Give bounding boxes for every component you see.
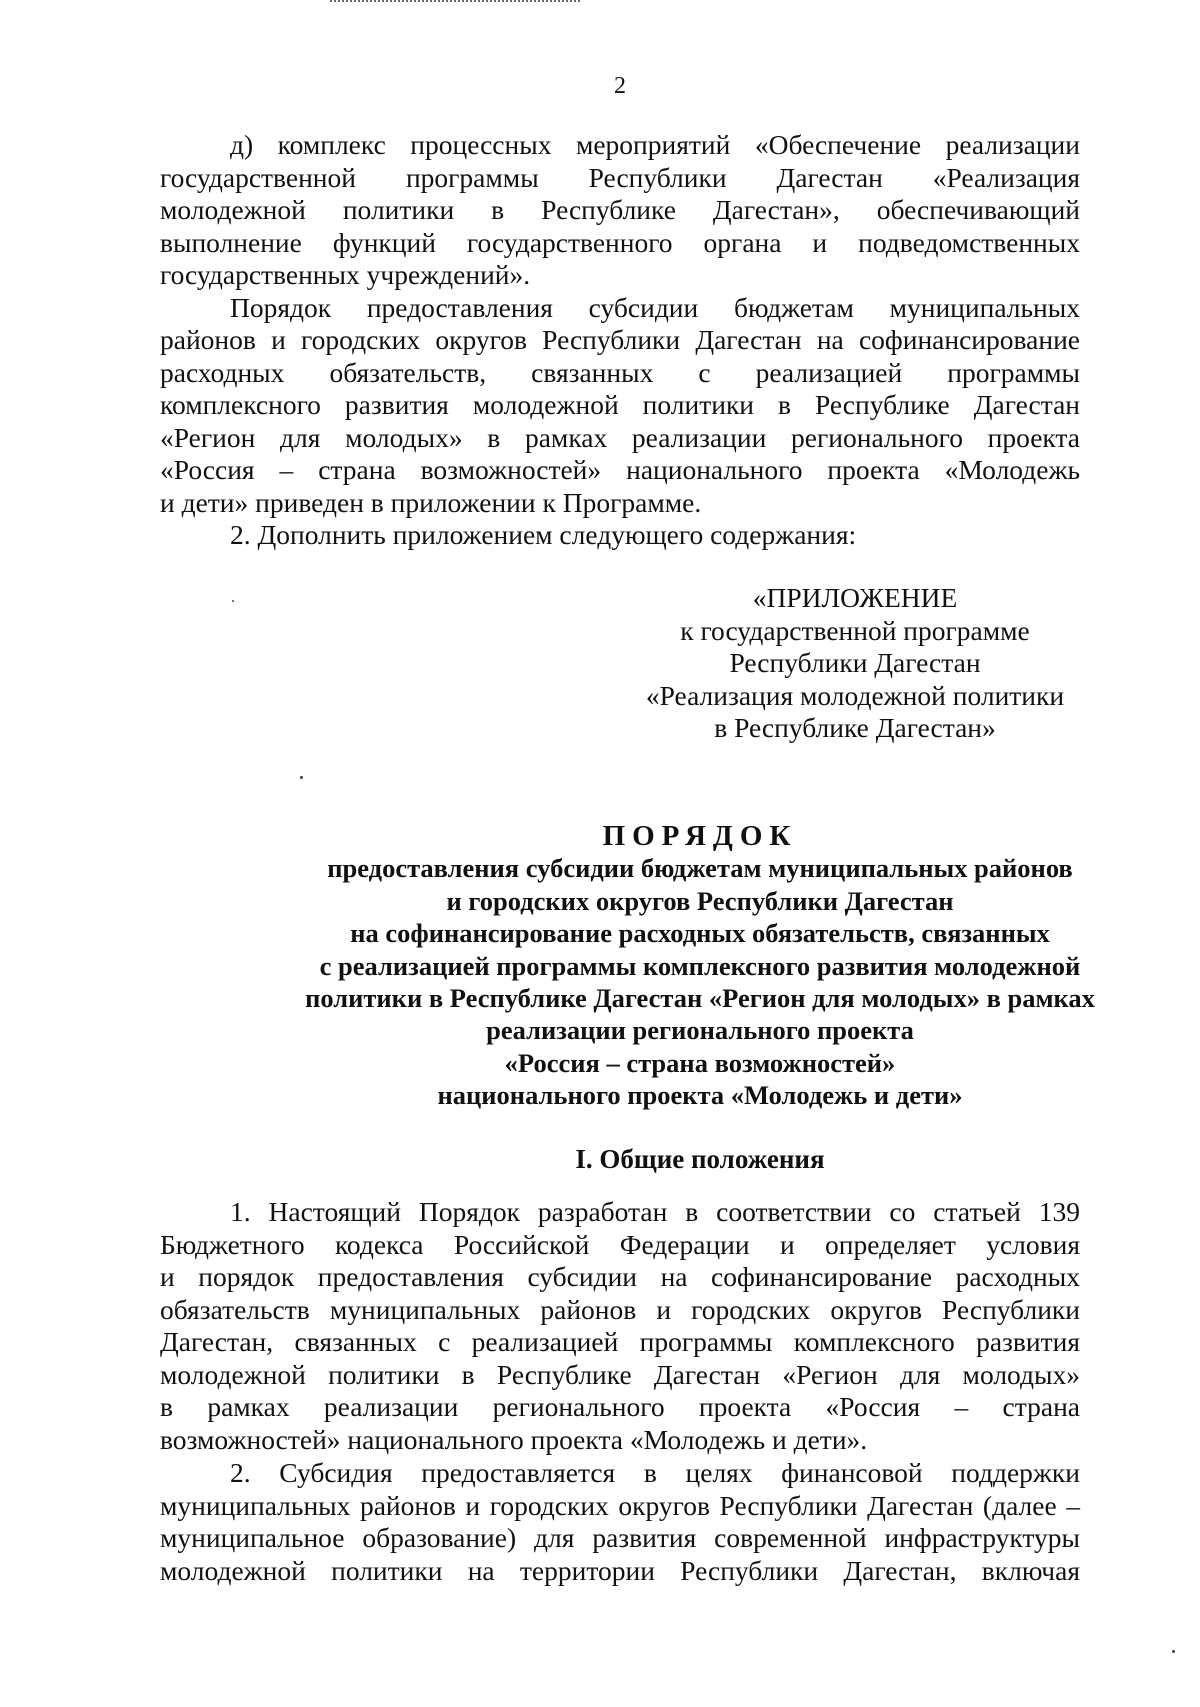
text-line: Порядок предоставления субсидии бюджетам муниципальных xyxy=(230,291,1080,323)
text-line: 1. Настоящий Порядок разработан в соответствии со статьей 139 xyxy=(230,1196,1080,1227)
appendix-line: к государственной программе xyxy=(680,614,1030,646)
paragraph-clause-1 xyxy=(160,1196,1080,1456)
title-line: предоставления субсидии бюджетам муниципальных районов xyxy=(327,853,1073,884)
text-line: молодежной политики в Республике Дагестан», обеспечивающий xyxy=(160,194,1080,225)
appendix-line: «Реализация молодежной политики xyxy=(645,679,1065,711)
text-line: «Россия – страна возможностей» национального проекта «Молодежь xyxy=(160,454,1080,485)
text-line: молодежной политики на территории Республики Дагестан, включая xyxy=(160,1554,1080,1586)
title-line: и городских округов Республики Дагестан xyxy=(446,885,954,916)
appendix-line: «ПРИЛОЖЕНИЕ xyxy=(752,582,958,613)
text-line: «Регион для молодых» в рамках реализации регионального проекта xyxy=(160,421,1080,453)
text-line: муниципальное образование) для развития современной инфраструктуры xyxy=(160,1522,1080,1553)
text-line: обязательств муниципальных районов и городских округов Республики xyxy=(160,1293,1080,1325)
scan-speck xyxy=(300,776,303,779)
appendix-header xyxy=(620,582,1090,745)
paragraph-clause-2 xyxy=(160,1457,1080,1587)
title-main: ПОРЯДОК xyxy=(602,820,798,852)
text-line: расходных обязательств, связанных с реализацией программы xyxy=(160,356,1080,388)
paragraph-supplement xyxy=(160,519,1080,552)
paragraph-d-item xyxy=(160,129,1080,292)
text-line: 2. Дополнить приложением следующего содержания: xyxy=(230,519,857,550)
scan-speck xyxy=(232,600,234,602)
paragraph-procedure xyxy=(160,292,1080,520)
text-line: возможностей» национального проекта «Молодежь и дети». xyxy=(160,1423,868,1455)
title-line: реализации регионального проекта xyxy=(486,1015,914,1046)
text-line: выполнение функций государственного органа и подведомственных xyxy=(160,226,1080,258)
text-line: молодежной политики в Республике Дагестан «Регион для молодых» xyxy=(160,1358,1080,1390)
appendix-line: в Республике Дагестан» xyxy=(714,712,996,743)
document-title xyxy=(160,820,1200,1112)
page-number: 2 xyxy=(614,73,626,99)
text-line: государственных учреждений». xyxy=(160,259,531,290)
text-line: комплексного развития молодежной политики в Республике Дагестан xyxy=(160,389,1080,420)
title-line: национального проекта «Молодежь и дети» xyxy=(437,1080,963,1111)
scan-speck xyxy=(1172,1650,1175,1653)
text-line: и дети» приведен в приложении к Программе. xyxy=(160,486,702,518)
text-line: муниципальных районов и городских округов Республики Дагестан (далее – xyxy=(160,1489,1080,1521)
text-line: в рамках реализации регионального проекта «Россия – страна xyxy=(160,1391,1080,1422)
section-heading: I. Общие положения xyxy=(575,1144,825,1174)
text-line: 2. Субсидия предоставляется в целях финансовой поддержки xyxy=(230,1457,1080,1488)
text-line: и порядок предоставления субсидии на софинансирование расходных xyxy=(160,1261,1080,1292)
text-line: Бюджетного кодекса Российской Федерации и определяет условия xyxy=(160,1228,1080,1260)
text-line: Дагестан, связанных с реализацией программы комплексного развития xyxy=(160,1326,1080,1357)
appendix-line: Республики Дагестан xyxy=(729,647,981,678)
text-line: государственной программы Республики Дагестан «Реализация xyxy=(160,161,1080,193)
title-line: «Россия – страна возможностей» xyxy=(504,1047,896,1078)
title-line: на софинансирование расходных обязательств, связанных xyxy=(350,918,1050,949)
title-line: политики в Республике Дагестан «Регион для молодых» в рамках xyxy=(305,982,1095,1013)
text-line: д) комплекс процессных мероприятий «Обеспечение реализации xyxy=(230,129,1080,160)
title-line: с реализацией программы комплексного развития молодежной xyxy=(319,950,1081,981)
text-line: районов и городских округов Республики Дагестан на софинансирование xyxy=(160,324,1080,355)
scan-artifact-line xyxy=(330,0,580,4)
